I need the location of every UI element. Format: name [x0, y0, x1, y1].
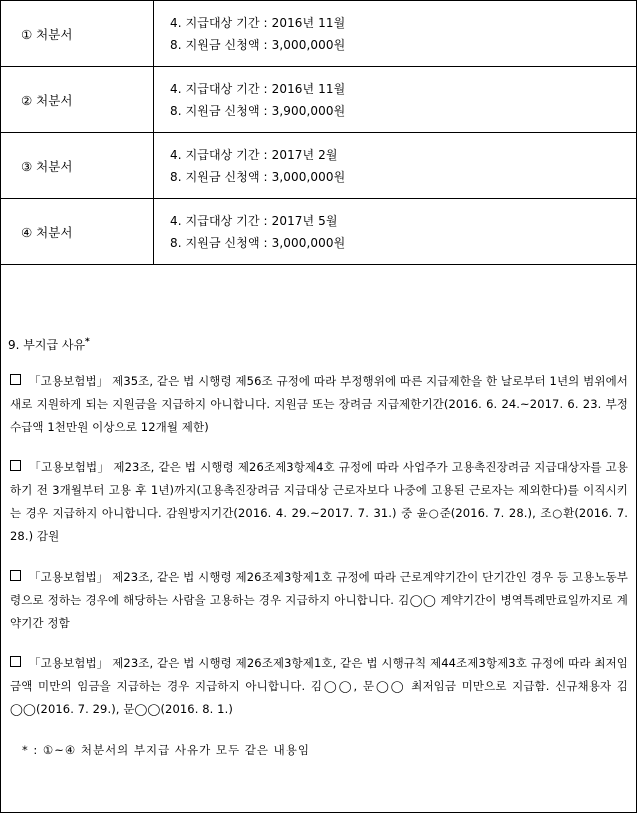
reason-item — [10, 370, 628, 439]
disposition-label: ① 처분서 — [1, 1, 154, 67]
disposition-table — [0, 0, 637, 265]
reason-item — [10, 456, 628, 548]
reason-text: 「고용보험법」 제23조, 같은 법 시행령 제26조제3항제1호 규정에 따라 근로계약기간이 단기간인 경우 등 고용노동부령으로 정하는 경우에 해당하는 사람을 고용하는 경우 지급하지 아니합니다. 김◯◯ 계약기간이 병역특례만료일까지로 계약기간 정함 — [10, 570, 628, 630]
disposition-details — [154, 67, 637, 133]
footnote: * : ①~④ 처분서의 부지급 사유가 모두 같은 내용임 — [22, 743, 310, 757]
disposition-details — [154, 199, 637, 265]
payment-period: 4. 지급대상 기간 : 2017년 2월 — [170, 147, 338, 162]
requested-amount: 8. 지원금 신청액 : 3,000,000원 — [170, 37, 346, 52]
disposition-row — [1, 199, 637, 265]
checkbox-icon — [10, 570, 21, 581]
requested-amount: 8. 지원금 신청액 : 3,900,000원 — [170, 103, 346, 118]
reason-text: 「고용보험법」 제23조, 같은 법 시행령 제26조제3항제4호 규정에 따라 사업주가 고용촉진장려금 지급대상자를 고용하기 전 3개월부터 고용 후 1년)까지(고용촉진장려금 지급대상 근로자보다 나중에 고용된 근로자는 제외한다)를 이직시키는 경우 지급하지 아니합니다. 감원방지기간(2016. 4. 29.~2017. 7. 31.) 중 윤○준(2016. 7. 28.), 조○환(2016. 7. 28.) 감원 — [10, 460, 628, 543]
requested-amount: 8. 지원금 신청액 : 3,000,000원 — [170, 235, 346, 250]
reason-text: 「고용보험법」 제23조, 같은 법 시행령 제26조제3항제1호, 같은 법 시행규칙 제44조제3항제3호 규정에 따라 최저임금액 미만의 임금을 지급하는 경우 지급하지 아니합니다. 김◯◯, 문◯◯ 최저임금 미만으로 지급함. 신규채용자 김◯◯(2016. 7. 29.), 문◯◯(2016. 8. 1.) — [10, 656, 628, 716]
disposition-label: ② 처분서 — [1, 67, 154, 133]
reason-item — [10, 652, 628, 721]
checkbox-icon — [10, 656, 21, 667]
disposition-row — [1, 133, 637, 199]
disposition-details — [154, 1, 637, 67]
checkbox-icon — [10, 460, 21, 471]
disposition-row — [1, 1, 637, 67]
payment-period: 4. 지급대상 기간 : 2017년 5월 — [170, 213, 338, 228]
reason-text: 「고용보험법」 제35조, 같은 법 시행령 제56조 규정에 따라 부정행위에 따른 지급제한을 한 날로부터 1년의 범위에서 새로 지원하게 되는 지원금을 지급하지 아니합니다. 지원금 또는 장려금 지급제한기간(2016. 6. 24.~2017. 6. 23. 부정수급액 1천만원 이상으로 12개월 제한) — [10, 374, 628, 434]
requested-amount: 8. 지원금 신청액 : 3,000,000원 — [170, 169, 346, 184]
disposition-label: ③ 처분서 — [1, 133, 154, 199]
disposition-details — [154, 133, 637, 199]
checkbox-icon — [10, 374, 21, 385]
payment-period: 4. 지급대상 기간 : 2016년 11월 — [170, 15, 346, 30]
section-title: 9. 부지급 사유 — [8, 338, 86, 352]
reason-item — [10, 566, 628, 635]
footnote-marker: * — [85, 337, 90, 347]
disposition-label: ④ 처분서 — [1, 199, 154, 265]
payment-period: 4. 지급대상 기간 : 2016년 11월 — [170, 81, 346, 96]
section-heading — [8, 336, 90, 353]
disposition-row — [1, 67, 637, 133]
